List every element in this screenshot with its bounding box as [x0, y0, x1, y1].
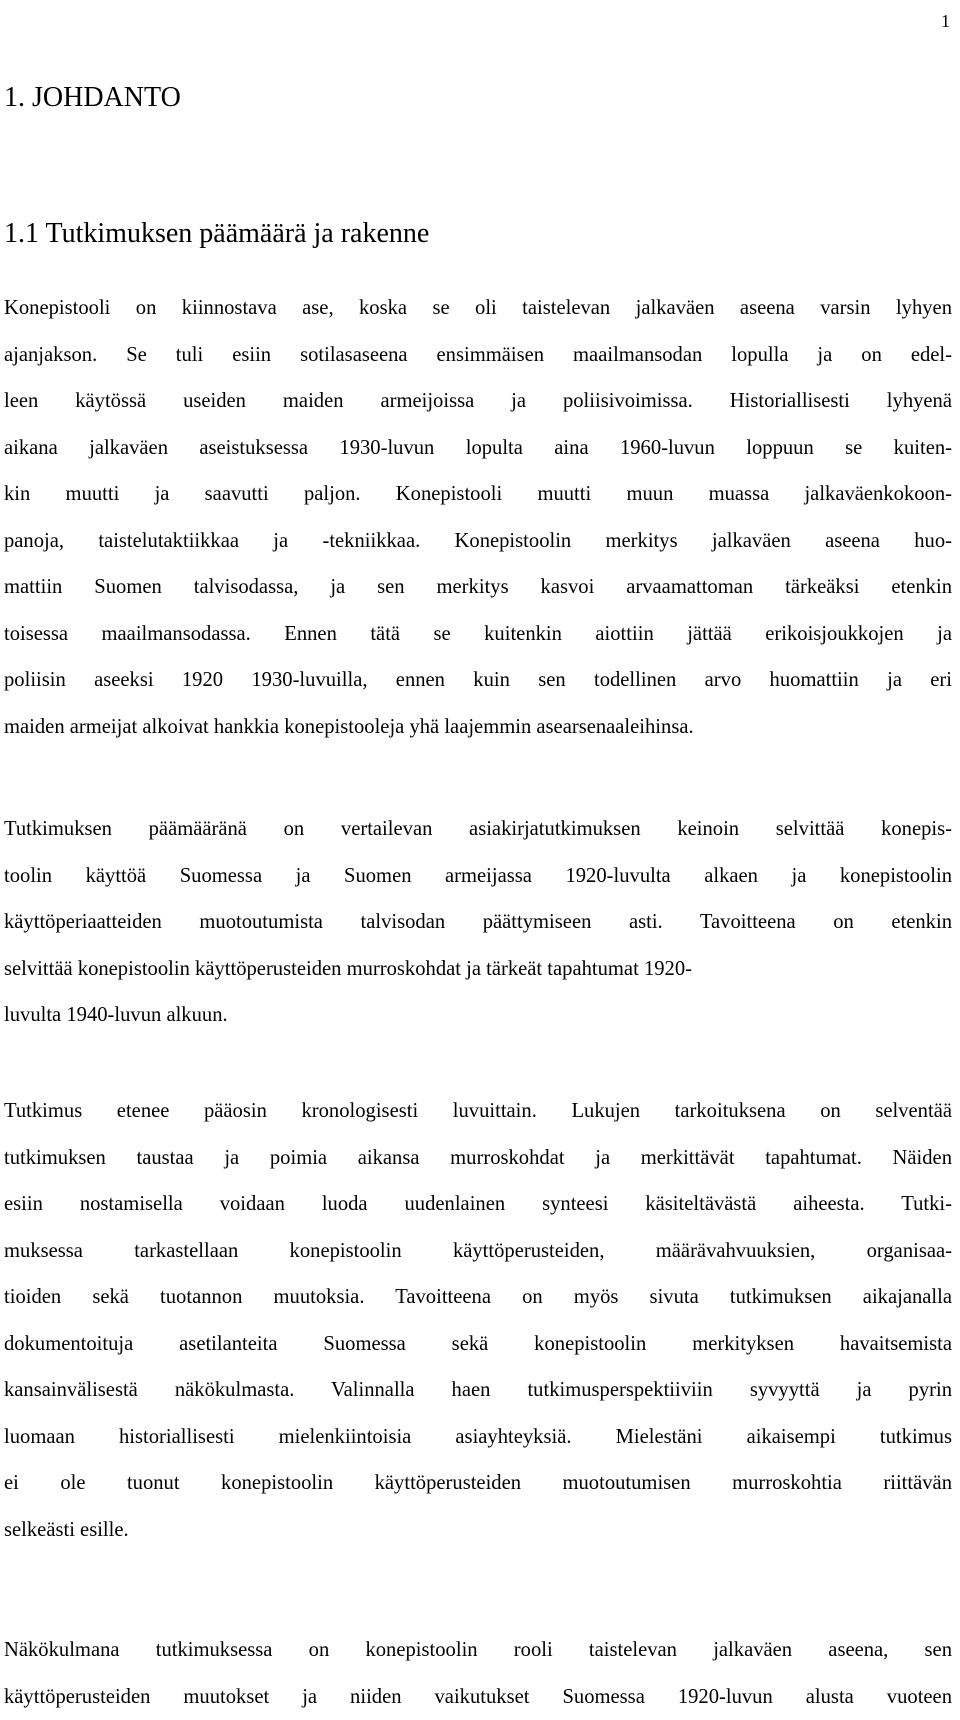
paragraph-line: ajanjakson. Se tuli esiin sotilasaseena ensimmäisen maailmansodan lopulla ja on edel- [4, 332, 952, 379]
paragraph-line: selkeästi esille. [4, 1507, 952, 1554]
paragraph-line: aikana jalkaväen aseistuksessa 1930-luvun lopulta aina 1960-luvun loppuun se kuiten- [4, 425, 952, 472]
paragraph-line: dokumentoituja asetilanteita Suomessa sekä konepistoolin merkityksen havaitsemista [4, 1321, 952, 1368]
paragraph-line: leen käytössä useiden maiden armeijoissa ja poliisivoimissa. Historiallisesti lyhyenä [4, 378, 952, 425]
paragraph-line: mattiin Suomen talvisodassa, ja sen merkitys kasvoi arvaamattoman tärkeäksi etenkin [4, 564, 952, 611]
paragraph-line: Tutkimuksen päämääränä on vertailevan asiakirjatutkimuksen keinoin selvittää konepis- [4, 806, 952, 853]
paragraph-research-structure [4, 1088, 952, 1553]
paragraph-line: panoja, taistelutaktiikkaa ja -tekniikkaa. Konepistoolin merkitys jalkaväen aseena huo- [4, 518, 952, 565]
paragraph-line: kansainvälisestä näkökulmasta. Valinnalla haen tutkimusperspektiiviin syvyyttä ja pyrin [4, 1367, 952, 1414]
paragraph-line: kin muutti ja saavutti paljon. Konepistooli muutti muun muassa jalkaväenkokoon- [4, 471, 952, 518]
paragraph-line: käyttöperiaatteiden muotoutumista talvisodan päättymiseen asti. Tavoitteena on etenkin [4, 899, 952, 946]
page-number: 1 [941, 10, 950, 32]
paragraph-line: tioiden sekä tuotannon muutoksia. Tavoitteena on myös sivuta tutkimuksen aikajanalla [4, 1274, 952, 1321]
paragraph-line: Näkökulmana tutkimuksessa on konepistoolin rooli taistelevan jalkaväen aseena, sen [4, 1627, 952, 1674]
paragraph-line: Konepistooli on kiinnostava ase, koska se oli taistelevan jalkaväen aseena varsin lyhyen [4, 285, 952, 332]
paragraph-line: luomaan historiallisesti mielenkiintoisia asiayhteyksiä. Mielestäni aikaisempi tutkimus [4, 1414, 952, 1461]
section-heading: 1.1 Tutkimuksen päämäärä ja rakenne [4, 215, 429, 253]
chapter-heading: 1. JOHDANTO [4, 79, 181, 117]
paragraph-line: Tutkimus etenee pääosin kronologisesti luvuittain. Lukujen tarkoituksena on selventää [4, 1088, 952, 1135]
paragraph-line: maiden armeijat alkoivat hankkia konepistooleja yhä laajemmin asearsenaaleihinsa. [4, 704, 952, 751]
paragraph-introduction [4, 285, 952, 750]
paragraph-line: toisessa maailmansodassa. Ennen tätä se kuitenkin aiottiin jättää erikoisjoukkojen ja [4, 611, 952, 658]
paragraph-line: tutkimuksen taustaa ja poimia aikansa murroskohdat ja merkittävät tapahtumat. Näiden [4, 1135, 952, 1182]
paragraph-line: luvulta 1940-luvun alkuun. [4, 992, 952, 1039]
paragraph-line: esiin nostamisella voidaan luoda uudenlainen synteesi käsiteltävästä aiheesta. Tutki- [4, 1181, 952, 1228]
paragraph-line: poliisin aseeksi 1920 1930-luvuilla, ennen kuin sen todellinen arvo huomattiin ja eri [4, 657, 952, 704]
paragraph-line: selvittää konepistoolin käyttöperusteiden murroskohdat ja tärkeät tapahtumat 1920- [4, 946, 952, 993]
paragraph-line: toolin käyttöä Suomessa ja Suomen armeijassa 1920-luvulta alkaen ja konepistoolin [4, 853, 952, 900]
paragraph-perspective [4, 1627, 952, 1720]
paragraph-research-aim [4, 806, 952, 1039]
paragraph-line: muksessa tarkastellaan konepistoolin käyttöperusteiden, määrävahvuuksien, organisaa- [4, 1228, 952, 1275]
paragraph-line: ei ole tuonut konepistoolin käyttöperusteiden muotoutumisen murroskohtia riittävän [4, 1460, 952, 1507]
paragraph-line: käyttöperusteiden muutokset ja niiden vaikutukset Suomessa 1920-luvun alusta vuoteen [4, 1674, 952, 1720]
